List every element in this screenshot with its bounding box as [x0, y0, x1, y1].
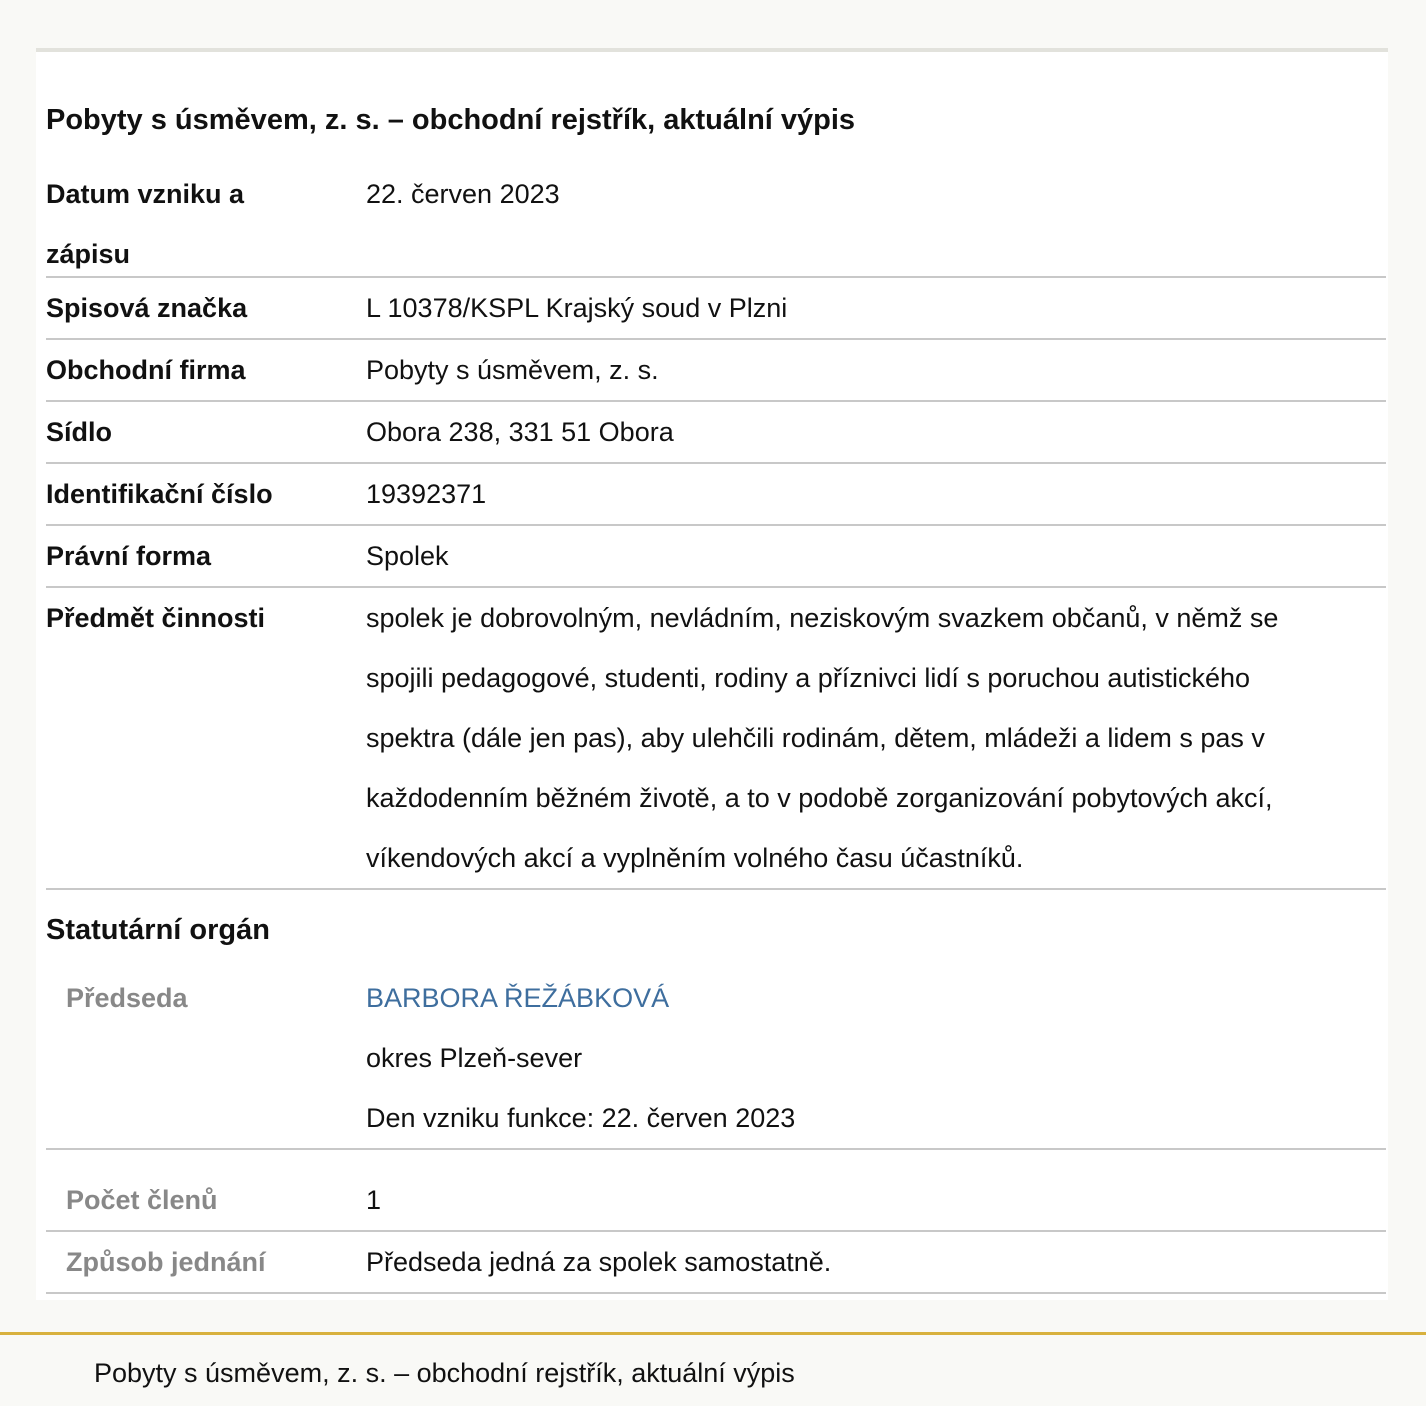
- label-datum-line1: Datum vzniku a: [46, 179, 245, 209]
- row-pravni-forma: [46, 526, 1386, 588]
- row-pocet-clenu: [46, 1170, 1386, 1232]
- section-statutarni-organ: Statutární orgán: [46, 914, 270, 946]
- label-predmet-cinnosti: Předmět činnosti: [46, 603, 266, 633]
- predseda-name-link[interactable]: BARBORA ŘEŽÁBKOVÁ: [366, 983, 670, 1013]
- predmet-line: spolek je dobrovolným, nevládním, neziskovým svazkem občanů, v němž se: [366, 603, 1279, 633]
- value-spisova-znacka: L 10378/KSPL Krajský soud v Plzni: [366, 293, 788, 323]
- row-zpusob-jednani: [46, 1232, 1386, 1294]
- value-predseda: [366, 968, 1386, 1148]
- value-obchodni-firma: Pobyty s úsměvem, z. s.: [366, 355, 659, 385]
- footer: [0, 1332, 1426, 1406]
- predmet-line: každodenním běžném životě, a to v podobě zorganizování pobytových akcí,: [366, 783, 1273, 813]
- label-zpusob-jednani: Způsob jednání: [66, 1247, 266, 1277]
- footer-title: Pobyty s úsměvem, z. s. – obchodní rejstřík, aktuální výpis: [94, 1358, 795, 1388]
- row-ico: [46, 464, 1386, 526]
- label-datum-vzniku: [46, 164, 346, 284]
- row-predmet-cinnosti: [46, 588, 1386, 890]
- predmet-line: spojili pedagogové, studenti, rodiny a příznivci lidí s poruchou autistického: [366, 663, 1251, 693]
- row-datum-vzniku: [46, 164, 1386, 278]
- row-sidlo: [46, 402, 1386, 464]
- value-zpusob-jednani: Předseda jedná za spolek samostatně.: [366, 1247, 832, 1277]
- predseda-den-vzniku: Den vzniku funkce: 22. červen 2023: [366, 1103, 796, 1133]
- register-card: [36, 48, 1388, 1300]
- value-predmet-cinnosti: [366, 588, 1386, 888]
- row-spisova-znacka: [46, 278, 1386, 340]
- label-sidlo: Sídlo: [46, 417, 112, 447]
- predseda-okres: okres Plzeň-sever: [366, 1043, 583, 1073]
- row-obchodni-firma: [46, 340, 1386, 402]
- value-datum-vzniku: 22. červen 2023: [366, 179, 560, 209]
- label-pocet-clenu: Počet členů: [66, 1185, 218, 1215]
- predmet-line: víkendových akcí a vyplněním volného času účastníků.: [366, 843, 1024, 873]
- value-pocet-clenu: 1: [366, 1185, 382, 1215]
- label-obchodni-firma: Obchodní firma: [46, 355, 246, 385]
- label-pravni-forma: Právní forma: [46, 541, 212, 571]
- label-ico: Identifikační číslo: [46, 479, 273, 509]
- label-spisova-znacka: Spisová značka: [46, 293, 248, 323]
- value-ico: 19392371: [366, 479, 487, 509]
- predmet-line: spektra (dále jen pas), aby ulehčili rodinám, dětem, mládeži a lidem s pas v: [366, 723, 1265, 753]
- value-sidlo: Obora 238, 331 51 Obora: [366, 417, 674, 447]
- label-predseda: Předseda: [66, 983, 188, 1013]
- value-pravni-forma: Spolek: [366, 541, 449, 571]
- row-predseda: [46, 968, 1386, 1150]
- label-datum-line2: zápisu: [46, 239, 131, 269]
- page-title: Pobyty s úsměvem, z. s. – obchodní rejstřík, aktuální výpis: [46, 104, 856, 136]
